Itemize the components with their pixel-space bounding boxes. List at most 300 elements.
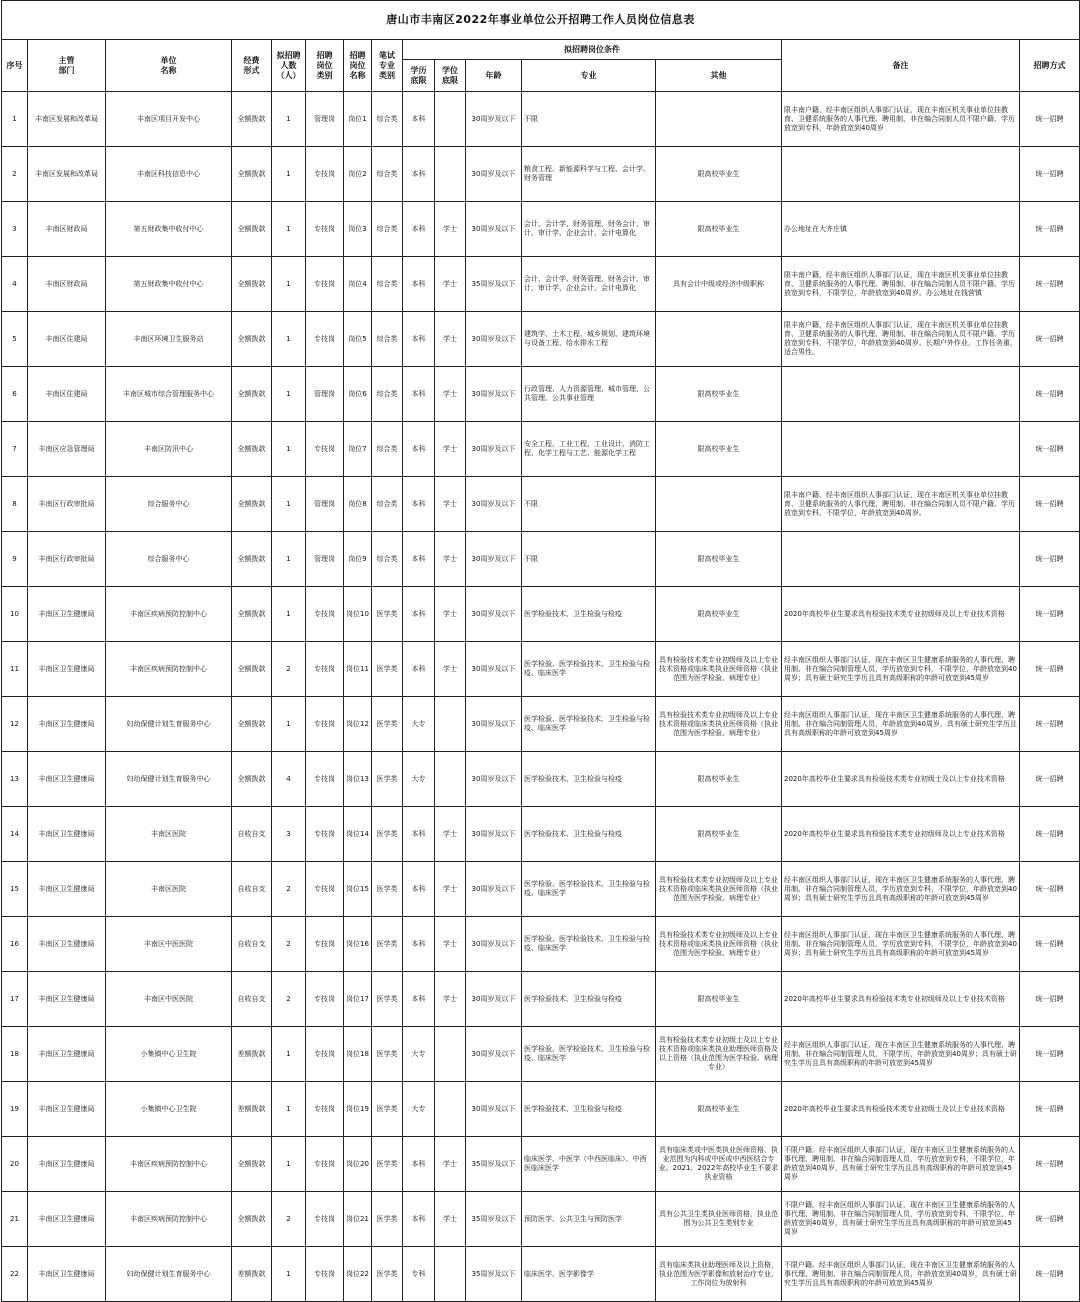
row-category: 专技岗 bbox=[306, 752, 344, 807]
table-row bbox=[2, 312, 1080, 367]
row-age: 35周岁及以下 bbox=[466, 1192, 522, 1247]
row-fund: 全额拨款 bbox=[232, 257, 272, 312]
row-age: 30周岁及以下 bbox=[466, 367, 522, 422]
row-dept: 丰南区行政审批局 bbox=[28, 477, 106, 532]
row-dept: 丰南区行政审批局 bbox=[28, 532, 106, 587]
row-exam: 医学类 bbox=[372, 642, 403, 697]
table-row bbox=[2, 367, 1080, 422]
row-seq: 1 bbox=[2, 92, 28, 147]
row-exam: 医学类 bbox=[372, 697, 403, 752]
header-other: 其他 bbox=[656, 60, 782, 92]
row-degree bbox=[435, 147, 466, 202]
row-edu: 本科 bbox=[403, 147, 435, 202]
header-major: 专业 bbox=[522, 60, 656, 92]
row-exam: 医学类 bbox=[372, 862, 403, 917]
row-dept: 丰南区卫生健康局 bbox=[28, 862, 106, 917]
row-major: 医学检验技术、卫生检验与检疫 bbox=[522, 807, 656, 862]
row-exam: 医学类 bbox=[372, 1027, 403, 1082]
row-other: 具有临床类执业助理医师及以上资格，执业范围为医学影像和放射治疗专业，工作岗位为放射科 bbox=[656, 1247, 782, 1302]
row-seq: 10 bbox=[2, 587, 28, 642]
table-row bbox=[2, 1247, 1080, 1302]
row-dept: 丰南区卫生健康局 bbox=[28, 1247, 106, 1302]
row-remark bbox=[782, 422, 1020, 477]
row-category: 专技岗 bbox=[306, 587, 344, 642]
row-other bbox=[656, 312, 782, 367]
table-row bbox=[2, 972, 1080, 1027]
row-degree bbox=[435, 1027, 466, 1082]
row-major: 预防医学、公共卫生与预防医学 bbox=[522, 1192, 656, 1247]
table-row bbox=[2, 1192, 1080, 1247]
row-unit: 第五财政集中收付中心 bbox=[106, 257, 232, 312]
row-remark: 2020年高校毕业生要求具有检验技术类专业初级士及以上专业技术资格 bbox=[782, 752, 1020, 807]
row-unit: 丰南区疾病预防控制中心 bbox=[106, 1137, 232, 1192]
row-seq: 12 bbox=[2, 697, 28, 752]
row-category: 专技岗 bbox=[306, 1192, 344, 1247]
row-exam: 综合类 bbox=[372, 422, 403, 477]
row-post: 岗位15 bbox=[344, 862, 372, 917]
row-seq: 13 bbox=[2, 752, 28, 807]
row-fund: 全额拨款 bbox=[232, 642, 272, 697]
row-post: 岗位21 bbox=[344, 1192, 372, 1247]
row-edu: 大专 bbox=[403, 697, 435, 752]
row-count: 1 bbox=[272, 147, 306, 202]
row-major: 不限 bbox=[522, 477, 656, 532]
row-remark bbox=[782, 532, 1020, 587]
row-degree: 学士 bbox=[435, 1137, 466, 1192]
table-row bbox=[2, 752, 1080, 807]
row-age: 30周岁及以下 bbox=[466, 532, 522, 587]
row-other: 限高校毕业生 bbox=[656, 752, 782, 807]
row-other: 具有检验技术类专业初级师及以上专业技术资格或临床类执业医师资格（执业范围为医学检验、病理专业） bbox=[656, 917, 782, 972]
row-category: 专技岗 bbox=[306, 697, 344, 752]
row-degree: 学士 bbox=[435, 422, 466, 477]
row-exam: 综合类 bbox=[372, 257, 403, 312]
row-age: 35周岁及以下 bbox=[466, 1137, 522, 1192]
row-age: 30周岁及以下 bbox=[466, 92, 522, 147]
row-method: 统一招聘 bbox=[1020, 807, 1080, 862]
row-exam: 医学类 bbox=[372, 807, 403, 862]
row-fund: 差额拨款 bbox=[232, 1027, 272, 1082]
row-unit: 丰南区中医医院 bbox=[106, 917, 232, 972]
row-exam: 综合类 bbox=[372, 312, 403, 367]
row-remark: 经丰南区组织人事部门认证，现在丰南区卫生健康系统服务的人事代理、聘用制、非在编合同制管理人员，不限学历，年龄放宽到40周岁；具有硕士研究生学历且具有高级职称的年龄可放宽到45周岁 bbox=[782, 1027, 1020, 1082]
row-category: 专技岗 bbox=[306, 257, 344, 312]
row-major: 粮食工程、新能源科学与工程、会计学、财务管理 bbox=[522, 147, 656, 202]
row-degree: 学士 bbox=[435, 257, 466, 312]
row-remark bbox=[782, 367, 1020, 422]
row-unit: 丰南区环境卫生服务站 bbox=[106, 312, 232, 367]
row-method: 统一招聘 bbox=[1020, 147, 1080, 202]
row-other: 具有检验技术类专业初级师及以上专业技术资格或临床类执业医师资格（执业范围为医学检验、病理专业） bbox=[656, 862, 782, 917]
row-major: 会计、会计学、财务管理、财务会计、审计、审计学、企业会计、会计电算化 bbox=[522, 202, 656, 257]
row-edu: 本科 bbox=[403, 642, 435, 697]
row-count: 4 bbox=[272, 752, 306, 807]
row-method: 统一招聘 bbox=[1020, 917, 1080, 972]
row-fund: 全额拨款 bbox=[232, 147, 272, 202]
table-row bbox=[2, 642, 1080, 697]
row-seq: 5 bbox=[2, 312, 28, 367]
row-category: 专技岗 bbox=[306, 917, 344, 972]
row-unit: 丰南区疾病预防控制中心 bbox=[106, 642, 232, 697]
row-fund: 全额拨款 bbox=[232, 202, 272, 257]
row-seq: 21 bbox=[2, 1192, 28, 1247]
row-other: 限高校毕业生 bbox=[656, 807, 782, 862]
row-major: 安全工程、工业工程、工业设计、消防工程、化学工程与工艺、能源化学工程 bbox=[522, 422, 656, 477]
row-post: 岗位12 bbox=[344, 697, 372, 752]
row-method: 统一招聘 bbox=[1020, 1082, 1080, 1137]
row-method: 统一招聘 bbox=[1020, 752, 1080, 807]
row-seq: 2 bbox=[2, 147, 28, 202]
table-row bbox=[2, 697, 1080, 752]
row-count: 2 bbox=[272, 972, 306, 1027]
row-other: 具有会计中级或经济中级职称 bbox=[656, 257, 782, 312]
header-exam: 笔试 专业 类别 bbox=[372, 40, 403, 92]
row-major: 医学检验技术、卫生检验与检疫 bbox=[522, 1082, 656, 1137]
row-count: 3 bbox=[272, 807, 306, 862]
row-dept: 丰南区财政局 bbox=[28, 257, 106, 312]
row-post: 岗位20 bbox=[344, 1137, 372, 1192]
row-edu: 本科 bbox=[403, 367, 435, 422]
row-exam: 医学类 bbox=[372, 972, 403, 1027]
row-age: 30周岁及以下 bbox=[466, 312, 522, 367]
row-seq: 16 bbox=[2, 917, 28, 972]
row-fund: 全额拨款 bbox=[232, 532, 272, 587]
row-method: 统一招聘 bbox=[1020, 422, 1080, 477]
row-unit: 妇幼保健计划生育服务中心 bbox=[106, 752, 232, 807]
row-post: 岗位2 bbox=[344, 147, 372, 202]
row-major: 医学检验、医学检验技术、卫生检验与检疫、临床医学 bbox=[522, 862, 656, 917]
row-major: 医学检验技术、卫生检验与检疫 bbox=[522, 972, 656, 1027]
row-other: 限高校毕业生 bbox=[656, 422, 782, 477]
row-edu: 大专 bbox=[403, 752, 435, 807]
row-fund: 全额拨款 bbox=[232, 92, 272, 147]
table-row bbox=[2, 807, 1080, 862]
row-unit: 丰南区医院 bbox=[106, 862, 232, 917]
row-method: 统一招聘 bbox=[1020, 1192, 1080, 1247]
row-category: 专技岗 bbox=[306, 642, 344, 697]
row-category: 管理岗 bbox=[306, 532, 344, 587]
row-remark: 不限户籍。经丰南区组织人事部门认证，现在丰南区卫生健康系统服务的人事代理、聘用制、非在编合同制管理人员，学历放宽到专科，不限学位，年龄放宽到40周岁，具有硕士研究生学历且具有高级职称的年龄可放宽到45周岁 bbox=[782, 1192, 1020, 1247]
row-seq: 17 bbox=[2, 972, 28, 1027]
row-category: 专技岗 bbox=[306, 312, 344, 367]
row-other: 具有检验技术类专业初级士及以上专业技术资格或临床类执业助理医师资格及以上资格（执业范围为医学检验、病理专业） bbox=[656, 1027, 782, 1082]
row-major: 不限 bbox=[522, 92, 656, 147]
row-dept: 丰南区卫生健康局 bbox=[28, 972, 106, 1027]
row-category: 专技岗 bbox=[306, 1082, 344, 1137]
row-method: 统一招聘 bbox=[1020, 1137, 1080, 1192]
row-exam: 医学类 bbox=[372, 1137, 403, 1192]
row-age: 30周岁及以下 bbox=[466, 1027, 522, 1082]
row-count: 2 bbox=[272, 1192, 306, 1247]
row-fund: 全额拨款 bbox=[232, 1192, 272, 1247]
row-fund: 全额拨款 bbox=[232, 697, 272, 752]
row-fund: 全额拨款 bbox=[232, 367, 272, 422]
row-method: 统一招聘 bbox=[1020, 367, 1080, 422]
row-dept: 丰南区卫生健康局 bbox=[28, 917, 106, 972]
row-dept: 丰南区卫生健康局 bbox=[28, 642, 106, 697]
row-category: 管理岗 bbox=[306, 367, 344, 422]
row-other: 限高校毕业生 bbox=[656, 1082, 782, 1137]
row-unit: 综合服务中心 bbox=[106, 532, 232, 587]
row-remark: 经丰南区组织人事部门认证，现在丰南区卫生健康系统服务的人事代理、聘用制、非在编合同制管理人员，学历放宽到专科，不限学位，年龄放宽到40周岁；具有硕士研究生学历且具有高级职称的年龄可放宽到45周岁 bbox=[782, 642, 1020, 697]
table-row bbox=[2, 422, 1080, 477]
row-major: 不限 bbox=[522, 532, 656, 587]
row-remark: 2020年高校毕业生要求具有检验技术类专业初级师及以上专业技术资格 bbox=[782, 587, 1020, 642]
row-category: 专技岗 bbox=[306, 972, 344, 1027]
row-post: 岗位18 bbox=[344, 1027, 372, 1082]
row-category: 专技岗 bbox=[306, 1247, 344, 1302]
row-unit: 丰南区城市综合管理服务中心 bbox=[106, 367, 232, 422]
row-remark: 限丰南户籍，经丰南区组织人事部门认证，现在丰南区机关事业单位挂教育、卫健系统服务的人事代理、聘用制、非在编合同制人员不限户籍、学历放宽到专科，不限学位，年龄放宽到40周岁。办公地址在钱营镇 bbox=[782, 257, 1020, 312]
row-fund: 全额拨款 bbox=[232, 752, 272, 807]
row-remark: 经丰南区组织人事部门认证，现在丰南区卫生健康系统服务的人事代理、聘用制、非在编合同制管理人员，学历放宽到专科，不限学位，年龄放宽到40周岁；具有硕士研究生学历且具有高级职称的年龄可放宽到45周岁 bbox=[782, 862, 1020, 917]
row-category: 专技岗 bbox=[306, 202, 344, 257]
row-category: 专技岗 bbox=[306, 1137, 344, 1192]
row-degree: 学士 bbox=[435, 587, 466, 642]
row-count: 1 bbox=[272, 92, 306, 147]
row-degree bbox=[435, 697, 466, 752]
row-post: 岗位4 bbox=[344, 257, 372, 312]
row-seq: 3 bbox=[2, 202, 28, 257]
row-remark: 2020年高校毕业生要求具有检验技术类专业初级师及以上专业技术资格 bbox=[782, 972, 1020, 1027]
row-other: 限高校毕业生 bbox=[656, 532, 782, 587]
row-edu: 本科 bbox=[403, 422, 435, 477]
row-seq: 18 bbox=[2, 1027, 28, 1082]
recruitment-sheet bbox=[1, 0, 1079, 1302]
row-degree: 学士 bbox=[435, 532, 466, 587]
row-count: 1 bbox=[272, 257, 306, 312]
row-post: 岗位16 bbox=[344, 917, 372, 972]
header-seq: 序号 bbox=[2, 40, 28, 92]
row-major: 医学检验技术、卫生检验与检疫 bbox=[522, 587, 656, 642]
row-seq: 22 bbox=[2, 1247, 28, 1302]
row-unit: 丰南区医院 bbox=[106, 807, 232, 862]
row-dept: 丰南区财政局 bbox=[28, 202, 106, 257]
row-major: 临床医学、医学影像学 bbox=[522, 1247, 656, 1302]
row-count: 1 bbox=[272, 477, 306, 532]
row-unit: 第五财政集中收付中心 bbox=[106, 202, 232, 257]
row-category: 管理岗 bbox=[306, 477, 344, 532]
row-count: 1 bbox=[272, 1137, 306, 1192]
row-count: 2 bbox=[272, 642, 306, 697]
row-post: 岗位3 bbox=[344, 202, 372, 257]
row-dept: 丰南区卫生健康局 bbox=[28, 587, 106, 642]
row-count: 2 bbox=[272, 862, 306, 917]
row-edu: 本科 bbox=[403, 1137, 435, 1192]
row-unit: 丰南区项目开发中心 bbox=[106, 92, 232, 147]
row-unit: 综合服务中心 bbox=[106, 477, 232, 532]
row-major: 临床医学、中医学（中西医临床）、中西医临床医学 bbox=[522, 1137, 656, 1192]
row-age: 30周岁及以下 bbox=[466, 972, 522, 1027]
row-post: 岗位10 bbox=[344, 587, 372, 642]
row-seq: 20 bbox=[2, 1137, 28, 1192]
row-other: 限高校毕业生 bbox=[656, 202, 782, 257]
row-exam: 医学类 bbox=[372, 752, 403, 807]
row-age: 30周岁及以下 bbox=[466, 862, 522, 917]
row-count: 1 bbox=[272, 422, 306, 477]
row-post: 岗位22 bbox=[344, 1247, 372, 1302]
row-edu: 专科 bbox=[403, 1247, 435, 1302]
row-exam: 综合类 bbox=[372, 367, 403, 422]
header-degree: 学位 底限 bbox=[435, 60, 466, 92]
row-dept: 丰南区卫生健康局 bbox=[28, 1137, 106, 1192]
row-degree: 学士 bbox=[435, 202, 466, 257]
row-seq: 4 bbox=[2, 257, 28, 312]
row-age: 30周岁及以下 bbox=[466, 642, 522, 697]
header-post: 招聘 岗位 名称 bbox=[344, 40, 372, 92]
row-exam: 综合类 bbox=[372, 147, 403, 202]
row-degree bbox=[435, 752, 466, 807]
row-edu: 本科 bbox=[403, 807, 435, 862]
row-post: 岗位1 bbox=[344, 92, 372, 147]
row-major: 医学检验技术、卫生检验与检疫 bbox=[522, 752, 656, 807]
row-fund: 全额拨款 bbox=[232, 1137, 272, 1192]
row-other bbox=[656, 92, 782, 147]
row-exam: 医学类 bbox=[372, 917, 403, 972]
table-row bbox=[2, 1082, 1080, 1137]
row-exam: 医学类 bbox=[372, 587, 403, 642]
row-degree bbox=[435, 1247, 466, 1302]
row-edu: 本科 bbox=[403, 1192, 435, 1247]
row-unit: 丰南区防汛中心 bbox=[106, 422, 232, 477]
row-major: 行政管理、人力资源管理、城市管理、公共管理、公共事业管理 bbox=[522, 367, 656, 422]
row-fund: 自收自支 bbox=[232, 807, 272, 862]
row-dept: 丰南区卫生健康局 bbox=[28, 1192, 106, 1247]
row-method: 统一招聘 bbox=[1020, 697, 1080, 752]
row-age: 30周岁及以下 bbox=[466, 477, 522, 532]
row-method: 统一招聘 bbox=[1020, 477, 1080, 532]
row-method: 统一招聘 bbox=[1020, 1247, 1080, 1302]
row-category: 专技岗 bbox=[306, 807, 344, 862]
row-remark: 限丰南户籍，经丰南区组织人事部门认证，现在丰南区机关事业单位挂教育、卫健系统服务的人事代理、聘用制、非在编合同制人员不限户籍、学历放宽到专科，不限学位，年龄放宽到40周岁。长期户外作业，工作任务重，适合男性。 bbox=[782, 312, 1020, 367]
row-edu: 本科 bbox=[403, 532, 435, 587]
row-edu: 本科 bbox=[403, 917, 435, 972]
row-unit: 丰南区疾病预防控制中心 bbox=[106, 1192, 232, 1247]
table-row bbox=[2, 532, 1080, 587]
row-remark: 不限户籍。经丰南区组织人事部门认证，现在丰南区卫生健康系统服务的人事代理、聘用制、非在编合同制管理人员，学历放宽到专科，不限学位，年龄放宽到40周岁，具有硕士研究生学历且具有高级职称的年龄可放宽到45周岁 bbox=[782, 1137, 1020, 1192]
row-method: 统一招聘 bbox=[1020, 312, 1080, 367]
row-fund: 差额拨款 bbox=[232, 1247, 272, 1302]
row-unit: 丰南区科技信息中心 bbox=[106, 147, 232, 202]
row-remark: 经丰南区组织人事部门认证，现在丰南区卫生健康系统服务的人事代理、聘用制、非在编合同制管理人员，学历放宽到专科，不限学位，年龄放宽到40周岁；具有硕士研究生学历且具有高级职称的年龄可放宽到45周岁 bbox=[782, 917, 1020, 972]
row-post: 岗位5 bbox=[344, 312, 372, 367]
recruitment-table bbox=[1, 0, 1080, 1302]
row-unit: 丰南区疾病预防控制中心 bbox=[106, 587, 232, 642]
row-age: 30周岁及以下 bbox=[466, 422, 522, 477]
row-count: 1 bbox=[272, 312, 306, 367]
row-degree: 学士 bbox=[435, 972, 466, 1027]
row-age: 30周岁及以下 bbox=[466, 807, 522, 862]
row-edu: 本科 bbox=[403, 587, 435, 642]
row-other: 限高校毕业生 bbox=[656, 587, 782, 642]
row-major: 医学检验、医学检验技术、卫生检验与检疫、临床医学 bbox=[522, 1027, 656, 1082]
row-method: 统一招聘 bbox=[1020, 1027, 1080, 1082]
row-count: 1 bbox=[272, 202, 306, 257]
row-count: 1 bbox=[272, 367, 306, 422]
header-fund: 经费 形式 bbox=[232, 40, 272, 92]
row-count: 1 bbox=[272, 1082, 306, 1137]
table-body bbox=[2, 92, 1080, 1302]
row-seq: 9 bbox=[2, 532, 28, 587]
row-other: 具有检验技术类专业初级师及以上专业技术资格或临床类执业医师资格（执业范围为医学检验、病理专业） bbox=[656, 642, 782, 697]
row-edu: 本科 bbox=[403, 92, 435, 147]
header-dept: 主管 部门 bbox=[28, 40, 106, 92]
table-row bbox=[2, 477, 1080, 532]
row-unit: 丰南区中医医院 bbox=[106, 972, 232, 1027]
table-row bbox=[2, 92, 1080, 147]
row-major: 医学检验、医学检验技术、卫生检验与检疫、临床医学 bbox=[522, 917, 656, 972]
row-dept: 丰南区住建局 bbox=[28, 367, 106, 422]
header-method: 招聘方式 bbox=[1020, 40, 1080, 92]
row-fund: 全额拨款 bbox=[232, 477, 272, 532]
row-method: 统一招聘 bbox=[1020, 972, 1080, 1027]
row-count: 1 bbox=[272, 1247, 306, 1302]
row-count: 1 bbox=[272, 1027, 306, 1082]
row-exam: 医学类 bbox=[372, 1082, 403, 1137]
row-seq: 6 bbox=[2, 367, 28, 422]
row-degree: 学士 bbox=[435, 477, 466, 532]
row-other: 具有检验技术类专业初级师及以上专业技术资格或临床类执业医师资格（执业范围为医学检验、病理专业） bbox=[656, 697, 782, 752]
row-degree: 学士 bbox=[435, 1192, 466, 1247]
row-count: 2 bbox=[272, 917, 306, 972]
table-row bbox=[2, 202, 1080, 257]
row-method: 统一招聘 bbox=[1020, 587, 1080, 642]
row-age: 30周岁及以下 bbox=[466, 697, 522, 752]
row-other: 限高校毕业生 bbox=[656, 972, 782, 1027]
row-dept: 丰南区住建局 bbox=[28, 312, 106, 367]
row-dept: 丰南区卫生健康局 bbox=[28, 807, 106, 862]
header-remark: 备注 bbox=[782, 40, 1020, 92]
row-dept: 丰南区应急管理局 bbox=[28, 422, 106, 477]
row-dept: 丰南区发展和改革局 bbox=[28, 147, 106, 202]
row-unit: 小集镇中心卫生院 bbox=[106, 1082, 232, 1137]
row-post: 岗位7 bbox=[344, 422, 372, 477]
header-age: 年龄 bbox=[466, 60, 522, 92]
row-unit: 小集镇中心卫生院 bbox=[106, 1027, 232, 1082]
row-degree: 学士 bbox=[435, 312, 466, 367]
row-edu: 本科 bbox=[403, 477, 435, 532]
row-count: 1 bbox=[272, 587, 306, 642]
row-method: 统一招聘 bbox=[1020, 202, 1080, 257]
row-post: 岗位6 bbox=[344, 367, 372, 422]
row-exam: 综合类 bbox=[372, 92, 403, 147]
header-unit: 单位 名称 bbox=[106, 40, 232, 92]
row-edu: 本科 bbox=[403, 202, 435, 257]
table-row bbox=[2, 147, 1080, 202]
row-other bbox=[656, 477, 782, 532]
row-post: 岗位8 bbox=[344, 477, 372, 532]
row-remark: 2020年高校毕业生要求具有检验技术类专业初级士及以上专业技术资格 bbox=[782, 1082, 1020, 1137]
table-row bbox=[2, 257, 1080, 312]
row-other: 具有临床类或中医类执业医师资格，执业范围为内科或中医或中西医结合专业。2021、2022年高校毕业生不要求执业资格 bbox=[656, 1137, 782, 1192]
row-degree: 学士 bbox=[435, 642, 466, 697]
row-remark bbox=[782, 147, 1020, 202]
row-fund: 全额拨款 bbox=[232, 422, 272, 477]
row-category: 专技岗 bbox=[306, 862, 344, 917]
row-other: 限高校毕业生 bbox=[656, 147, 782, 202]
row-edu: 本科 bbox=[403, 972, 435, 1027]
row-edu: 本科 bbox=[403, 312, 435, 367]
table-row bbox=[2, 1137, 1080, 1192]
row-remark: 限丰南户籍，经丰南区组织人事部门认证，现在丰南区机关事业单位挂教育、卫健系统服务的人事代理、聘用制、非在编合同制人员不限户籍、学历放宽到专科，年龄放宽到40周岁 bbox=[782, 92, 1020, 147]
row-edu: 大专 bbox=[403, 1027, 435, 1082]
row-seq: 7 bbox=[2, 422, 28, 477]
row-count: 1 bbox=[272, 697, 306, 752]
row-seq: 11 bbox=[2, 642, 28, 697]
row-fund: 差额拨款 bbox=[232, 1082, 272, 1137]
row-seq: 14 bbox=[2, 807, 28, 862]
row-fund: 全额拨款 bbox=[232, 587, 272, 642]
